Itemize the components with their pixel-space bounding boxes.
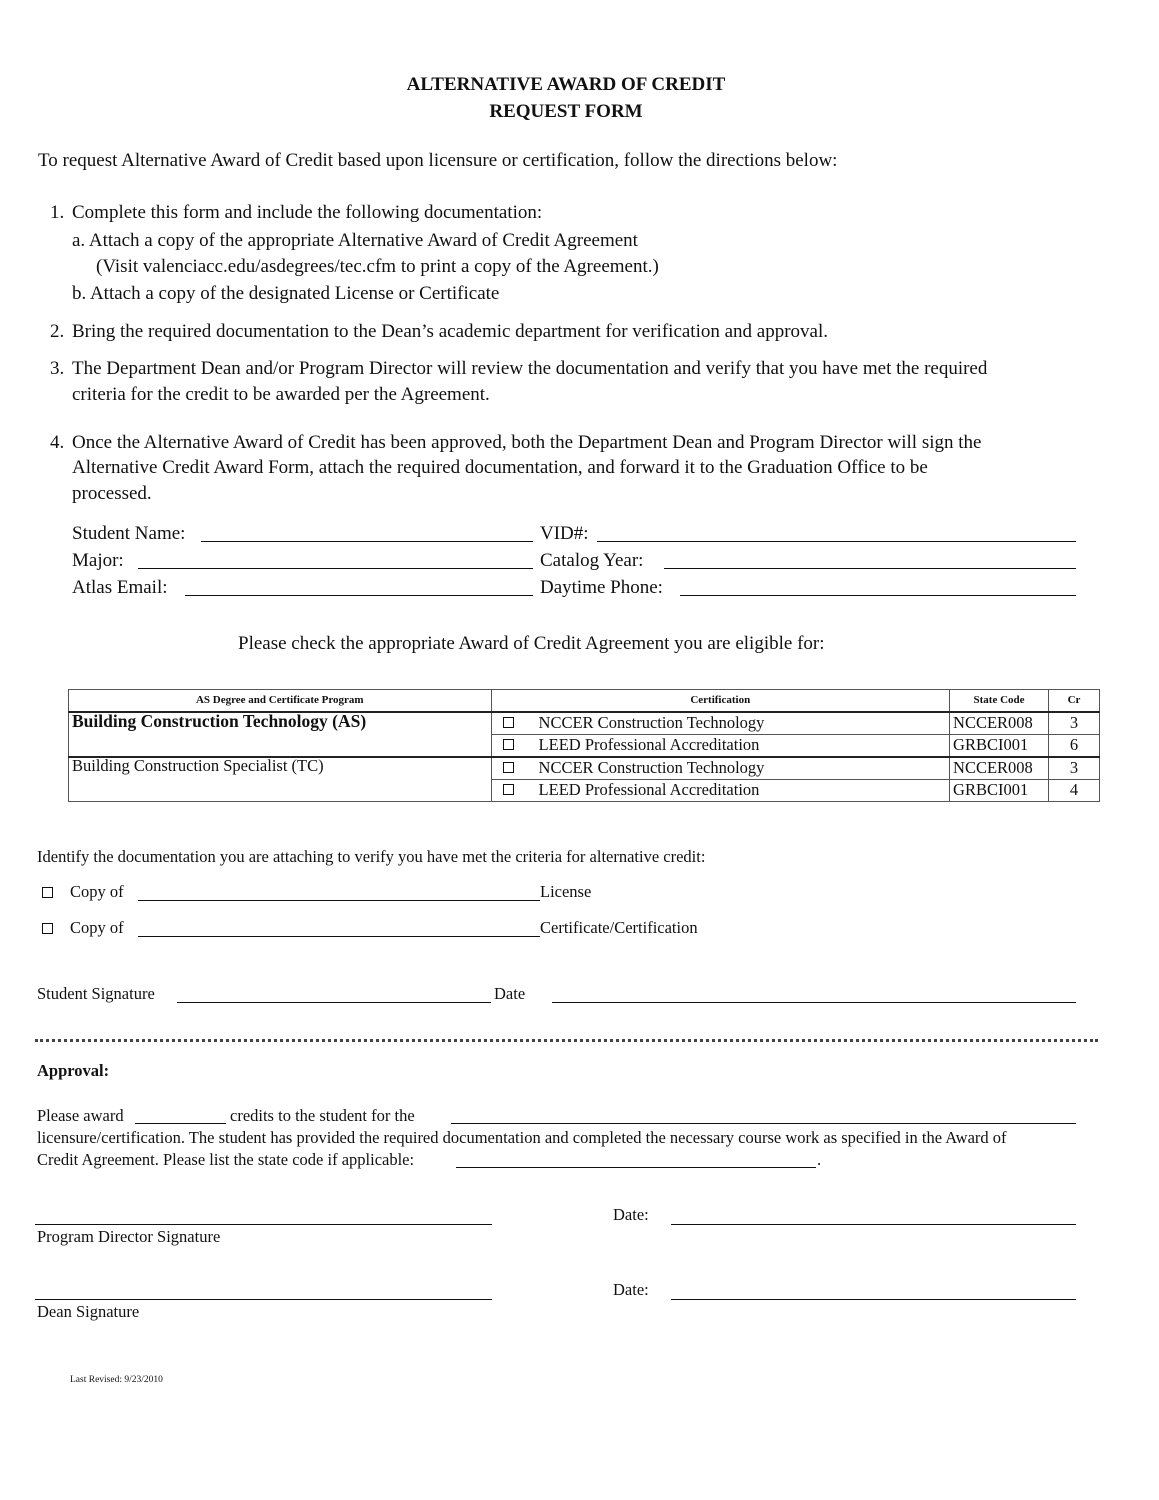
table-header-row	[69, 690, 1100, 713]
license-copy-of: Copy of	[70, 882, 124, 901]
intro-text: To request Alternative Award of Credit based upon licensure or certification, follow the directions below:	[38, 150, 838, 171]
license-label: License	[540, 882, 592, 901]
certification-name: NCCER Construction Technology	[538, 758, 765, 778]
state-code: GRBCI001	[950, 735, 1049, 758]
dean-signature-field[interactable]	[35, 1299, 492, 1300]
license-checkbox[interactable]	[42, 887, 53, 898]
step-4-text: Once the Alternative Award of Credit has been approved, both the Department Dean and Program Director will sign the	[72, 432, 982, 453]
program-director-signature-label: Program Director Signature	[37, 1227, 221, 1246]
vid-label: VID#:	[540, 523, 589, 544]
table-row	[69, 712, 1100, 735]
state-code: NCCER008	[950, 757, 1049, 780]
student-date-field[interactable]	[552, 1002, 1076, 1003]
please-award-label: Please award	[37, 1106, 124, 1125]
dean-date-field[interactable]	[671, 1299, 1076, 1300]
program-director-signature-field[interactable]	[35, 1224, 492, 1225]
header-program: AS Degree and Certificate Program	[69, 690, 492, 713]
certification-checkbox[interactable]	[503, 762, 514, 773]
major-label: Major:	[72, 550, 124, 571]
credits: 3	[1049, 712, 1100, 735]
catalog-year-label: Catalog Year:	[540, 550, 644, 571]
check-prompt: Please check the appropriate Award of Credit Agreement you are eligible for:	[238, 633, 825, 654]
atlas-email-label: Atlas Email:	[72, 577, 168, 598]
step-3-text-cont: criteria for the credit to be awarded per the Agreement.	[72, 384, 490, 405]
approval-period: .	[817, 1150, 822, 1169]
daytime-phone-label: Daytime Phone:	[540, 577, 663, 598]
step-3-text: The Department Dean and/or Program Director will review the documentation and verify that you have met the required	[72, 358, 988, 379]
last-revised: Last Revised: 9/23/2010	[70, 1375, 163, 1385]
student-signature-field[interactable]	[177, 1002, 491, 1003]
certification-name: NCCER Construction Technology	[538, 713, 765, 733]
state-code: NCCER008	[950, 712, 1049, 735]
step-1-text: Complete this form and include the following documentation:	[72, 202, 543, 223]
licensure-field[interactable]	[451, 1123, 1076, 1124]
credits-text: credits to the student for the	[230, 1106, 415, 1125]
credits-field[interactable]	[135, 1123, 226, 1124]
vid-field[interactable]	[597, 541, 1076, 542]
program-name: Building Construction Specialist (TC)	[69, 757, 492, 802]
state-code: GRBCI001	[950, 780, 1049, 802]
agreement-table	[68, 689, 1100, 802]
step-1a-text: a. Attach a copy of the appropriate Alternative Award of Credit Agreement	[72, 230, 638, 251]
step-1b-text: b. Attach a copy of the designated License or Certificate	[72, 283, 500, 304]
certification-cell	[491, 780, 949, 802]
program-director-date-field[interactable]	[671, 1224, 1076, 1225]
title-line-1: ALTERNATIVE AWARD OF CREDIT	[406, 74, 726, 95]
credits: 6	[1049, 735, 1100, 758]
table-row	[69, 757, 1100, 780]
certification-cell	[491, 757, 949, 780]
certificate-label: Certificate/Certification	[540, 918, 698, 937]
certification-name: LEED Professional Accreditation	[538, 735, 760, 755]
step-4-number: 4.	[50, 432, 65, 453]
certification-name: LEED Professional Accreditation	[538, 780, 760, 800]
student-name-field[interactable]	[201, 541, 533, 542]
step-2-text: Bring the required documentation to the Dean’s academic department for verification and approval.	[72, 321, 829, 342]
certificate-copy-of: Copy of	[70, 918, 124, 937]
major-field[interactable]	[138, 568, 533, 569]
certification-cell	[491, 735, 949, 758]
daytime-phone-field[interactable]	[680, 595, 1076, 596]
certification-cell	[491, 712, 949, 735]
state-code-field[interactable]	[456, 1167, 816, 1168]
credits: 3	[1049, 757, 1100, 780]
header-state-code: State Code	[950, 690, 1049, 713]
step-4-text-cont2: processed.	[72, 483, 152, 504]
certificate-field[interactable]	[138, 936, 540, 937]
student-signature-label: Student Signature	[37, 984, 155, 1003]
documentation-prompt: Identify the documentation you are attaching to verify you have met the criteria for alternative credit:	[37, 847, 706, 866]
header-certification: Certification	[491, 690, 949, 713]
certification-checkbox[interactable]	[503, 784, 514, 795]
step-3-number: 3.	[50, 358, 65, 379]
student-date-label: Date	[494, 984, 526, 1003]
title-line-2: REQUEST FORM	[489, 101, 643, 122]
approval-text-line2: licensure/certification. The student has provided the required documentation and completed the necessary course work as specified in the Award of	[37, 1128, 1007, 1147]
student-name-label: Student Name:	[72, 523, 186, 544]
separator-line	[35, 1039, 1098, 1042]
approval-text-line3: Credit Agreement. Please list the state code if applicable:	[37, 1150, 415, 1169]
catalog-year-field[interactable]	[664, 568, 1076, 569]
program-name: Building Construction Technology (AS)	[69, 712, 492, 757]
certification-checkbox[interactable]	[503, 739, 514, 750]
step-1-number: 1.	[50, 202, 65, 223]
certification-checkbox[interactable]	[503, 717, 514, 728]
credits: 4	[1049, 780, 1100, 802]
certificate-checkbox[interactable]	[42, 923, 53, 934]
dean-signature-label: Dean Signature	[37, 1302, 140, 1321]
approval-heading: Approval:	[37, 1061, 110, 1080]
dean-date-label: Date:	[613, 1280, 649, 1299]
header-cr: Cr	[1049, 690, 1100, 713]
atlas-email-field[interactable]	[185, 595, 533, 596]
step-2-number: 2.	[50, 321, 65, 342]
program-director-date-label: Date:	[613, 1205, 649, 1224]
step-1a-link-text: (Visit valenciacc.edu/asdegrees/tec.cfm to print a copy of the Agreement.)	[96, 256, 659, 277]
license-field[interactable]	[138, 900, 540, 901]
step-4-text-cont: Alternative Credit Award Form, attach the required documentation, and forward it to the Graduation Office to be	[72, 457, 928, 478]
